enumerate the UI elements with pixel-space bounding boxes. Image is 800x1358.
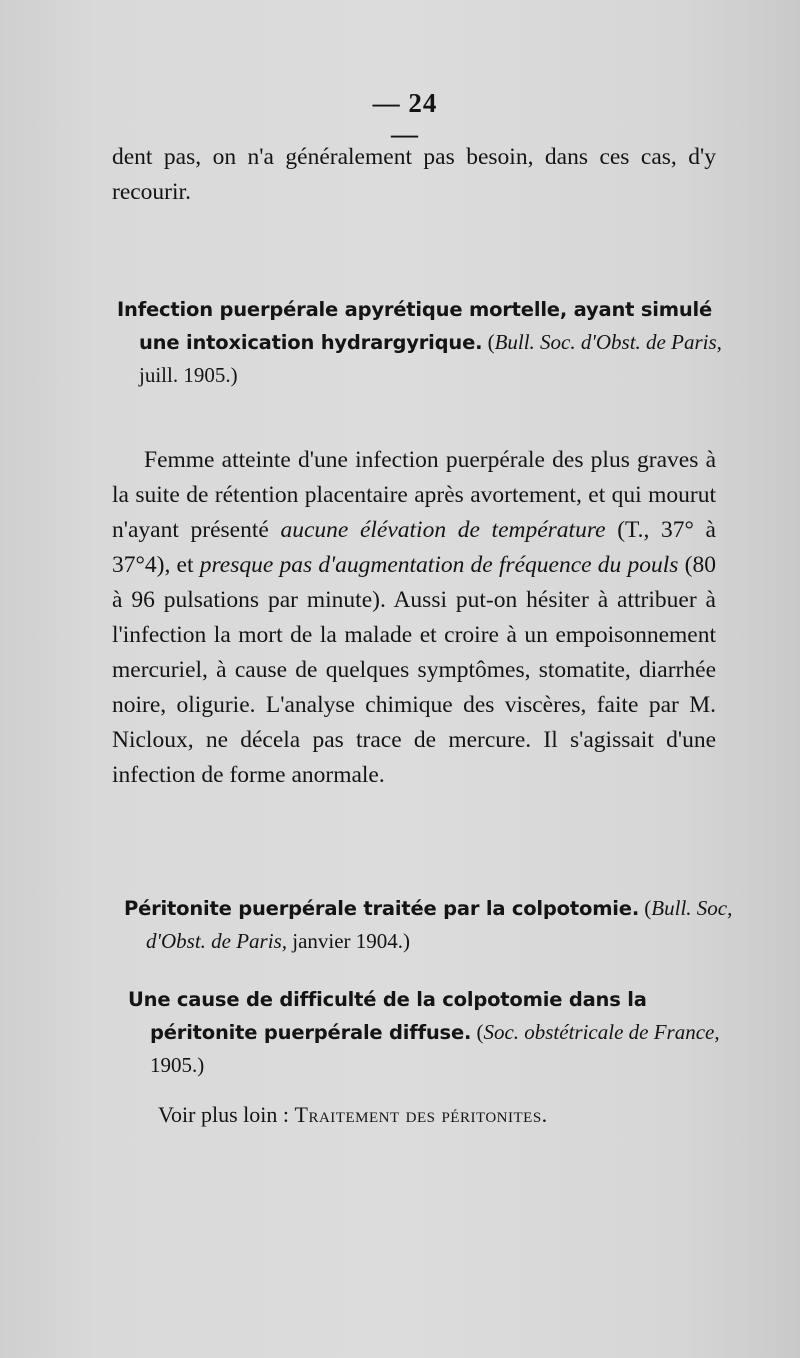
reference-date: juill. 1905.): [139, 363, 238, 387]
reference-date: janvier 1904.): [292, 929, 411, 953]
reference-source: Bull. Soc. d'Obst. de Paris,: [494, 330, 722, 354]
reference-title: Péritonite puerpérale traitée par la colpotomie.: [124, 897, 640, 920]
reference-open-paren: (: [487, 330, 495, 354]
page-number: — 24 —: [372, 88, 438, 149]
reference-entry: [128, 983, 746, 1081]
continued-paragraph: dent pas, on n'a généralement pas besoin, dans ces cas, d'y recourir.: [112, 144, 716, 205]
reference-entry: [117, 293, 744, 391]
reference-title: Une cause de difficulté de la colpotomie dans la péritonite puerpérale diffuse.: [128, 988, 647, 1044]
reference-entry: [124, 892, 746, 957]
reference-open-paren: (: [476, 1020, 484, 1044]
reference-date: 1905.): [150, 1053, 205, 1077]
main-text-3: (80 à 96 pulsations par minute). Aussi put-on hésiter à attribuer à l'infection la mort de la malade et croire à un empoisonnement mercuriel, à cause de quelques symptômes, stomatite, diarrhée noire, oligurie. L'analyse chimique des viscères, faite par M. Nicloux, ne décela pas trace de mercure. Il s'agissait d'une infection de forme anormale.: [112, 552, 716, 788]
main-paragraph: [112, 443, 716, 793]
main-emphasis-1: aucune élévation de température: [280, 517, 606, 543]
see-also-prefix: Voir plus loin :: [158, 1102, 295, 1127]
reference-title: Infection puerpérale apyrétique mortelle, ayant simulé une intoxication hydrargyrique.: [117, 298, 713, 354]
main-text-1: Femme atteinte d'une infection puerpérale des plus graves à la suite de rétention placentaire après avortement, et qui mourut n'ayant présenté: [112, 447, 716, 543]
reference-source: Soc. obstétricale de France,: [483, 1020, 720, 1044]
reference-open-paren: (: [644, 896, 652, 920]
main-emphasis-2: presque pas d'augmentation de fréquence du pouls: [199, 552, 679, 578]
see-also-note: [158, 1097, 698, 1132]
reference-source: Bull. Soc, d'Obst. de Paris,: [146, 896, 733, 953]
main-text-2: (T., 37° à 37°4), et: [112, 517, 716, 578]
see-also-target: Traitement des péritonites.: [294, 1102, 548, 1127]
